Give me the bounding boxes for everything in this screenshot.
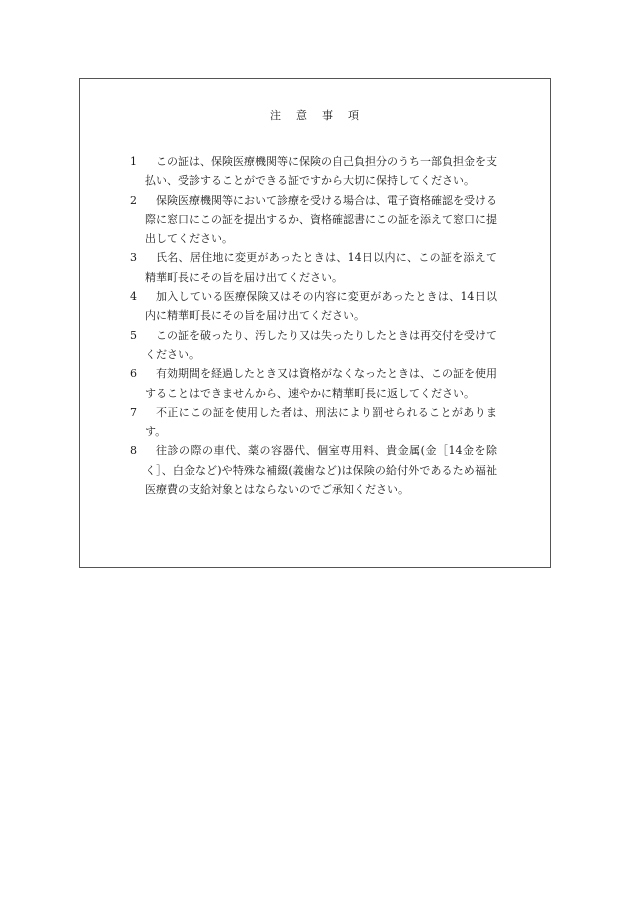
item-text: 氏名、居住地に変更があったときは、14日以内に、この証を添えて精華町長にその旨を届け出てください。: [145, 251, 497, 284]
item-text: 往診の際の車代、薬の容器代、個室専用料、貴金属(金［14金を除く］、白金など)や特殊な補綴(義歯など)は保険の給付外であるため福祉医療費の支給対象とはならないのでご承知ください。: [145, 444, 497, 497]
notice-box: [79, 78, 551, 568]
item-text: 不正にこの証を使用した者は、刑法により罰せられることがあります。: [145, 405, 497, 439]
item-number: 4: [130, 290, 137, 304]
item-number: 2: [130, 193, 137, 207]
notice-item: [132, 152, 497, 191]
item-number: 7: [130, 405, 137, 419]
notice-item: [132, 326, 497, 365]
title-char: 項: [348, 109, 360, 122]
notice-item: [132, 248, 497, 287]
notice-item: [132, 191, 497, 249]
item-number: 8: [130, 444, 137, 458]
item-text: この証を破ったり、汚したり又は失ったりしたときは再交付を受けてください。: [145, 328, 497, 361]
title-char: 意: [296, 109, 308, 122]
item-number: 1: [130, 155, 137, 168]
item-text: 加入している医療保険又はその内容に変更があったときは、14日以内に精華町長にその旨を届け出てください。: [145, 290, 497, 323]
notice-list: [132, 152, 497, 499]
item-number: 6: [130, 367, 137, 381]
notice-item: [132, 287, 497, 326]
title-char: 注: [270, 109, 282, 122]
item-text: この証は、保険医療機関等に保険の自己負担分のうち一部負担金を支払い、受診することができる証ですから大切に保持してください。: [145, 155, 497, 188]
item-text: 有効期間を経過したとき又は資格がなくなったときは、この証を使用することはできませんから、速やかに精華町長に返してください。: [145, 367, 497, 400]
notice-item: [132, 364, 497, 403]
title-char: 事: [322, 109, 334, 122]
item-number: 3: [130, 251, 137, 265]
notice-item: [132, 403, 497, 442]
notice-title: [80, 107, 550, 123]
item-text: 保険医療機関等において診療を受ける場合は、電子資格確認を受ける際に窓口にこの証を提出するか、資格確認書にこの証を添えて窓口に提出してください。: [145, 193, 497, 246]
notice-item: [132, 441, 497, 499]
item-number: 5: [130, 328, 137, 342]
